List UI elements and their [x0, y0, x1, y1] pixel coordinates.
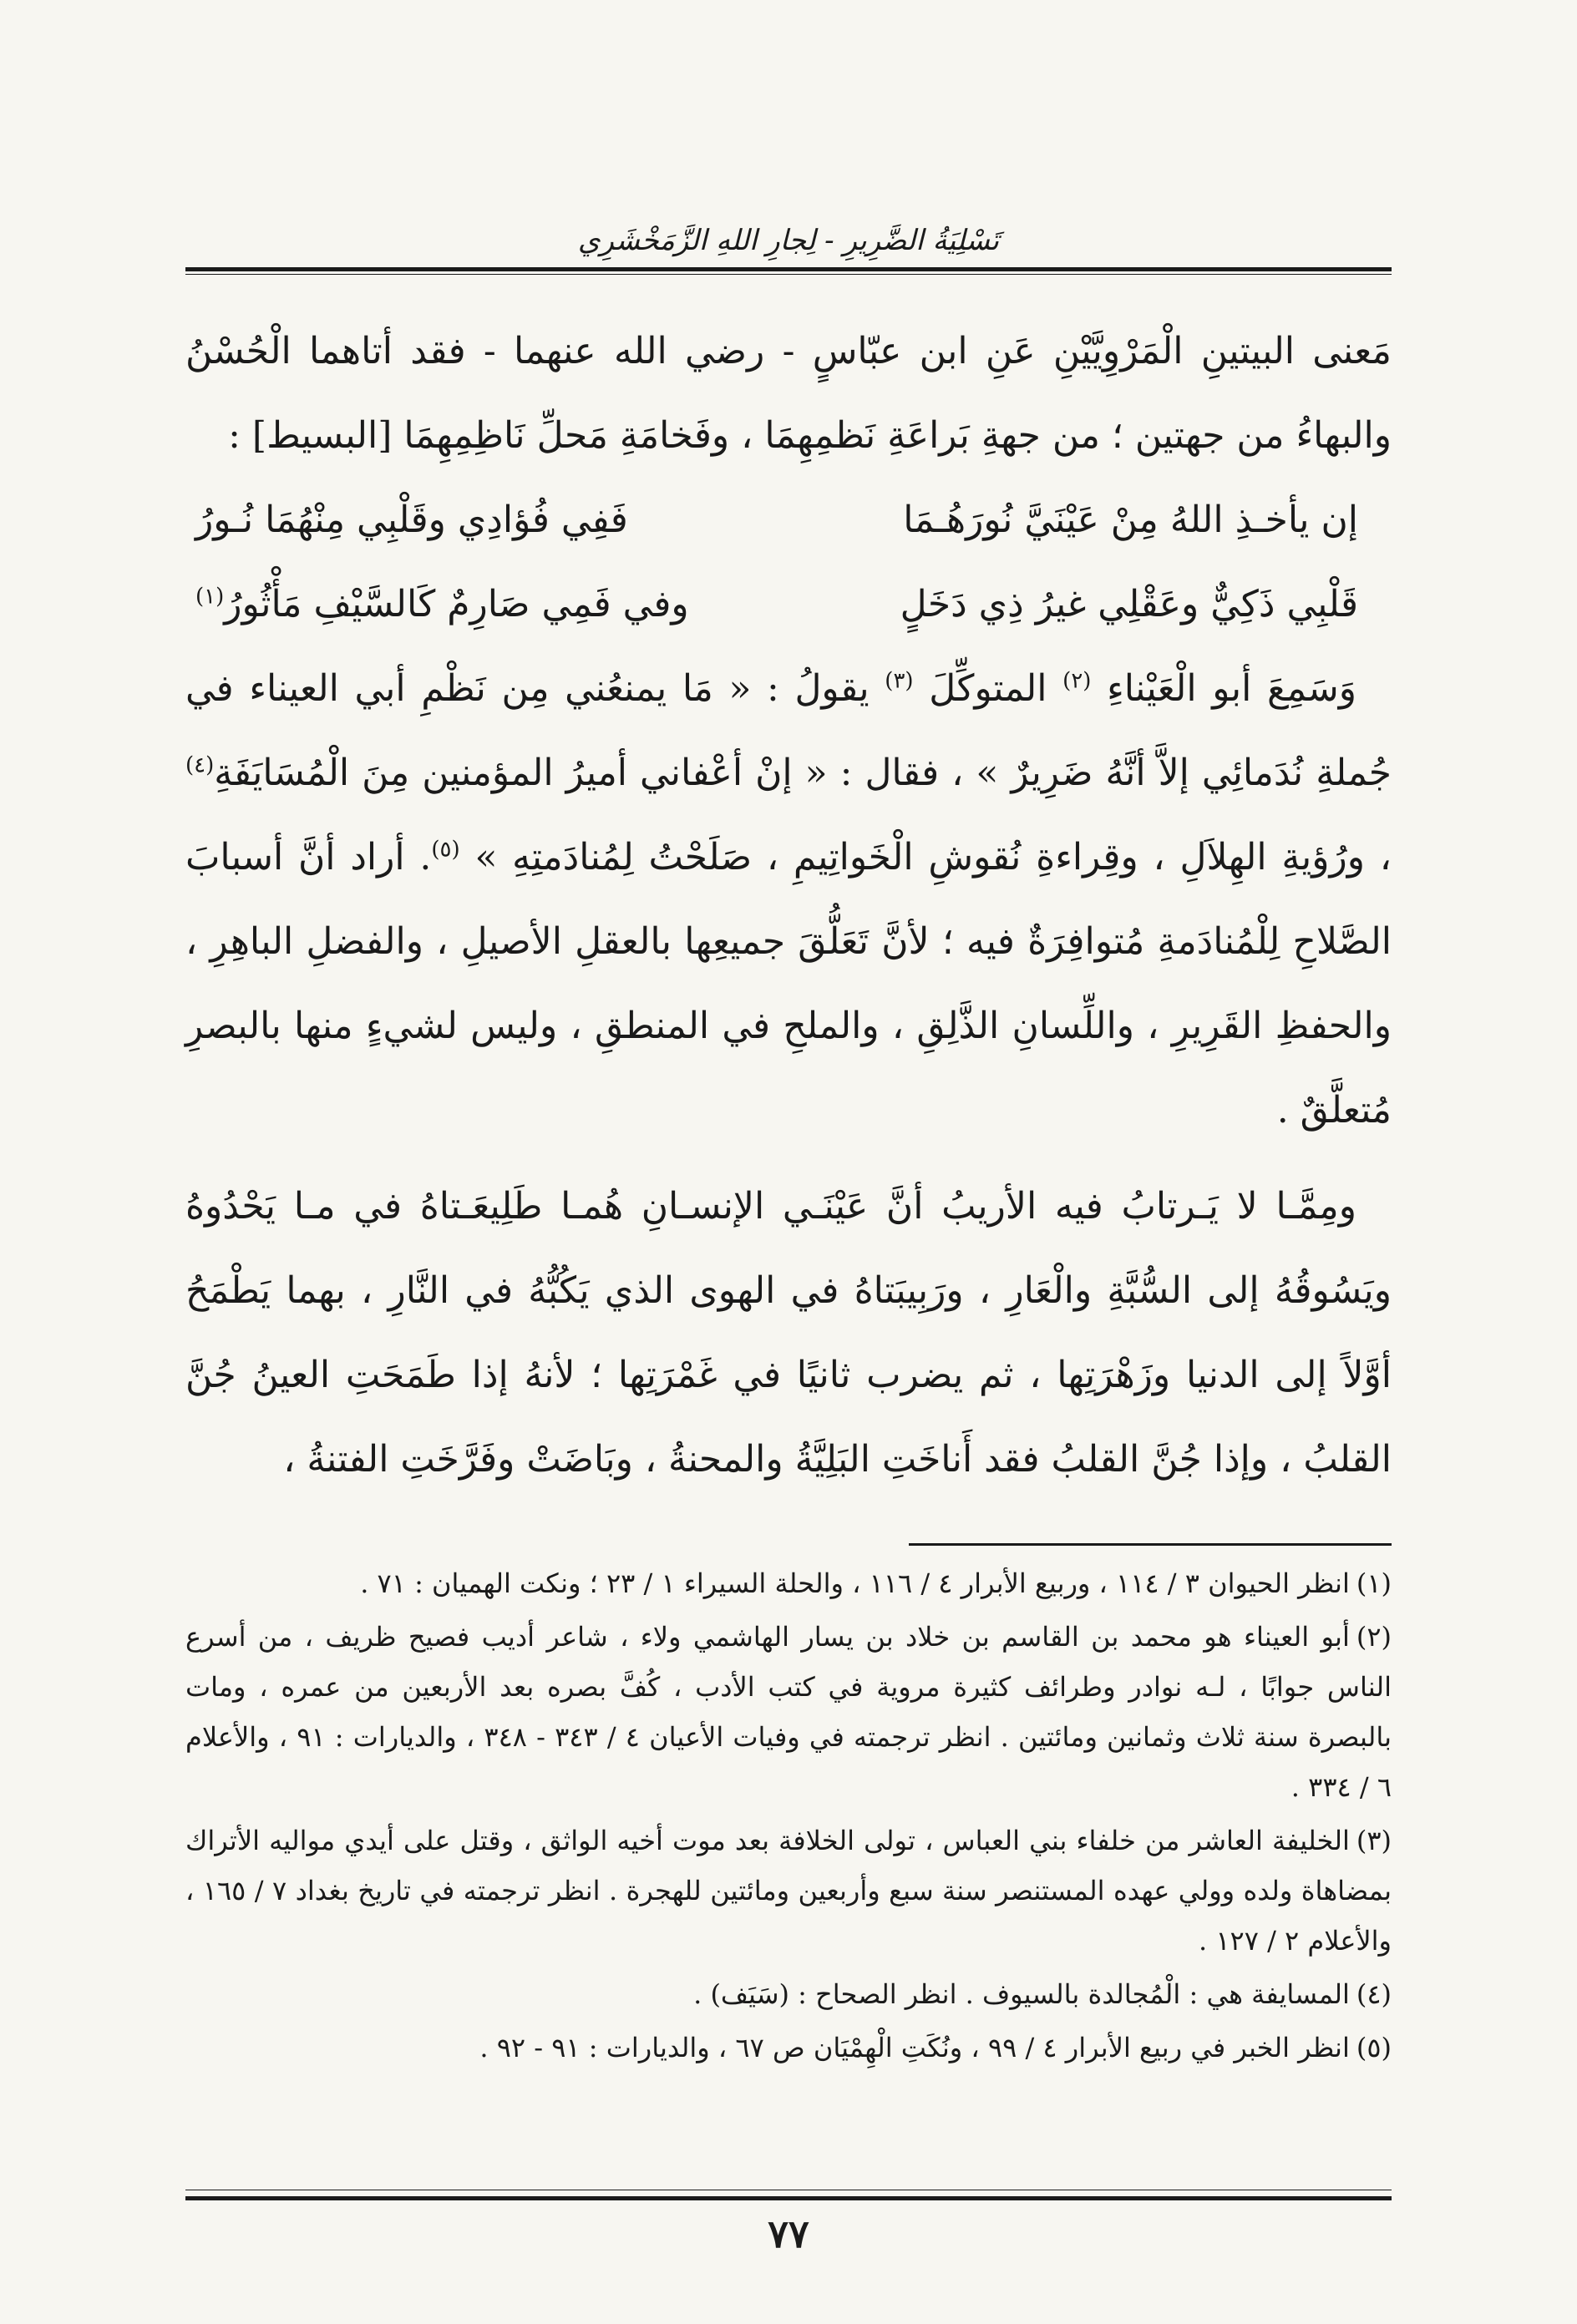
verse-line-2	[185, 562, 1392, 646]
paragraph-eyes: ومِمَّـا لا يَـرتابُ فيه الأريبُ أنَّ عَيْنَـي الإنسـانِ هُمـا طَلِيعَـتاهُ في مـا يَحْدُوهُ ويَسُوقُهُ إلى السُّبَّةِ والْعَارِ ، ورَبِيبَتاهُ في الهوى الذي يَكُبُّهُ في النَّارِ ، بهما يَطْمَحُ أوَّلاً إلى الدنيا وزَهْرَتِها ، ثم يضرب ثانيًا في غَمْرَتِها ؛ لأنهُ إذا طَمَحَتِ العينُ جُنَّ القلبُ ، وإذا جُنَّ القلبُ فقد أَناخَتِ البَلِيَّةُ والمحنةُ ، وبَاضَتْ وفَرَّخَتِ الفتنةُ ،	[185, 1185, 1392, 1481]
anecdote-text-c: يقولُ : « مَا يمنعُني مِن نَظْمِ أبي العيناء في جُملةِ نُدَمائِي إلاَّ أنَّهُ ضَرِيرٌ » ، فقال : « إنْ أعْفاني أميرُ المؤمنين مِنَ الْمُسَايَفَةِ	[185, 667, 1392, 794]
anecdote-text-d: ، ورُؤيةِ الهِلاَلِ ، وقِراءةِ نُقوشِ الْخَواتِيمِ ، صَلَحْتُ لِمُنادَمتِهِ »	[474, 836, 1392, 878]
verse-1-first-hemistich: إن يأخـذِ اللهُ مِنْ عَيْنَيَّ نُورَهُـمَا	[903, 499, 1358, 541]
running-head: تَسْلِيَةُ الضَّرِيرِ - لِجارِ اللهِ الزَّمَخْشَرِي	[577, 224, 1000, 257]
footnote-separator	[909, 1543, 1392, 1546]
footnote-text: الخليفة العاشر من خلفاء بني العباس ، تولى الخلافة بعد موت أخيه الواثق ، وقتل على أيدي مواليه الأتراك بمضاهاة ولده وولي عهده المستنصر سنة سبع وأربعين ومائتين للهجرة . انظر ترجمته في تاريخ بغداد ٧ / ١٦٥ ، والأعلام ٢ / ١٢٧ .	[185, 1825, 1392, 1957]
anecdote-text-b: المتوكِّلَ	[929, 667, 1047, 710]
footnote-1	[185, 1558, 1392, 1608]
verse-2-first-hemistich: قَلْبِي ذَكِيٌّ وعَقْلِي غيرُ ذِي دَخَلٍ	[900, 583, 1358, 625]
footnote-number: (٥)	[1356, 2032, 1392, 2063]
paragraph-anecdote	[185, 646, 1392, 1152]
verse-2-second-hemistich: وفي فَمِي صَارِمٌ كَالسَّيْفِ مَأْثُورُ	[224, 583, 689, 625]
header-rule-thick	[185, 267, 1392, 271]
verse-2-second-hemistich-wrap	[195, 562, 689, 646]
verse-1-second-hemistich: فَفِي فُؤادِي وقَلْبِي مِنْهُمَا نُـورُ	[195, 499, 628, 541]
footnotes	[185, 1558, 1392, 2073]
header-rule-thin	[185, 274, 1392, 275]
verse-line-1	[185, 478, 1392, 562]
footnote-ref-1[interactable]: (١)	[195, 584, 225, 610]
paragraph-intro: مَعنى البيتينِ الْمَرْوِيَّيْنِ عَنِ ابن عبّاسٍ - رضي الله عنهما - فقد أتاهما الْحُسْنُ والبهاءُ من جهتين ؛ من جهةِ بَراعَةِ نَظمِهِمَا ، وفَخامَةِ مَحلِّ نَاظِمِهِمَا [البسيط] :	[185, 330, 1392, 457]
page-number: ٧٧	[768, 2211, 809, 2256]
footnote-text: أبو العيناء هو محمد بن القاسم بن خلاد بن يسار الهاشمي ولاء ، شاعر أديب فصيح ظريف ، من أسرع الناس جوابًا ، لـه نوادر وطرائف كثيرة مروية في كتب الأدب ، كُفَّ بصره بعد الأربعين من عمره ، ومات بالبصرة سنة ثلاث وثمانين ومائتين . انظر ترجمته في وفيات الأعيان ٤ / ٣٤٣ - ٣٤٨ ، والديارات : ٩١ ، والأعلام ٦ / ٣٣٤ .	[185, 1621, 1392, 1803]
footnote-number: (١)	[1356, 1567, 1392, 1599]
footnote-ref-5[interactable]: (٥)	[431, 837, 460, 863]
main-text	[185, 309, 1392, 1501]
footnote-ref-4[interactable]: (٤)	[185, 752, 215, 778]
footnote-number: (٤)	[1356, 1978, 1392, 2010]
footnote-3	[185, 1815, 1392, 1966]
footnote-4	[185, 1969, 1392, 2019]
anecdote-text-e: . أراد أنَّ أسبابَ الصَّلاحِ لِلْمُنادَمةِ مُتوافِرَةٌ فيه ؛ لأنَّ تَعَلُّقَ جميعِها بالعقلِ الأصيلِ ، والفضلِ الباهِرِ ، والحفظِ القَرِيرِ ، واللِّسانِ الذَّلِقِ ، والملحِ في المنطقِ ، وليس لشيءٍ منها بالبصرِ مُتعلَّقٌ .	[185, 836, 1392, 1132]
footer-rule-thick	[185, 2196, 1392, 2200]
footnote-5	[185, 2023, 1392, 2073]
footnote-number: (٣)	[1356, 1825, 1392, 1856]
footnote-2	[185, 1612, 1392, 1812]
footnote-number: (٢)	[1356, 1621, 1392, 1653]
footnote-text: المسايفة هي : الْمُجالدة بالسيوف . انظر الصحاح : (سَيَف) .	[693, 1978, 1350, 2010]
anecdote-text-a: وَسَمِعَ أبو الْعَيْناءِ	[1107, 667, 1356, 710]
footnote-text: انظر الخبر في ربيع الأبرار ٤ / ٩٩ ، ونُكَتِ الْهِمْيَان ص ٦٧ ، والديارات : ٩١ - ٩٢ .	[479, 2032, 1350, 2063]
footnote-ref-2[interactable]: (٢)	[1062, 668, 1092, 694]
footnote-text: انظر الحيوان ٣ / ١١٤ ، وربيع الأبرار ٤ / ١١٦ ، والحلة السيراء ١ / ٢٣ ؛ ونكت الهميان : ٧١ .	[360, 1567, 1350, 1599]
footnote-ref-3[interactable]: (٣)	[885, 668, 914, 694]
